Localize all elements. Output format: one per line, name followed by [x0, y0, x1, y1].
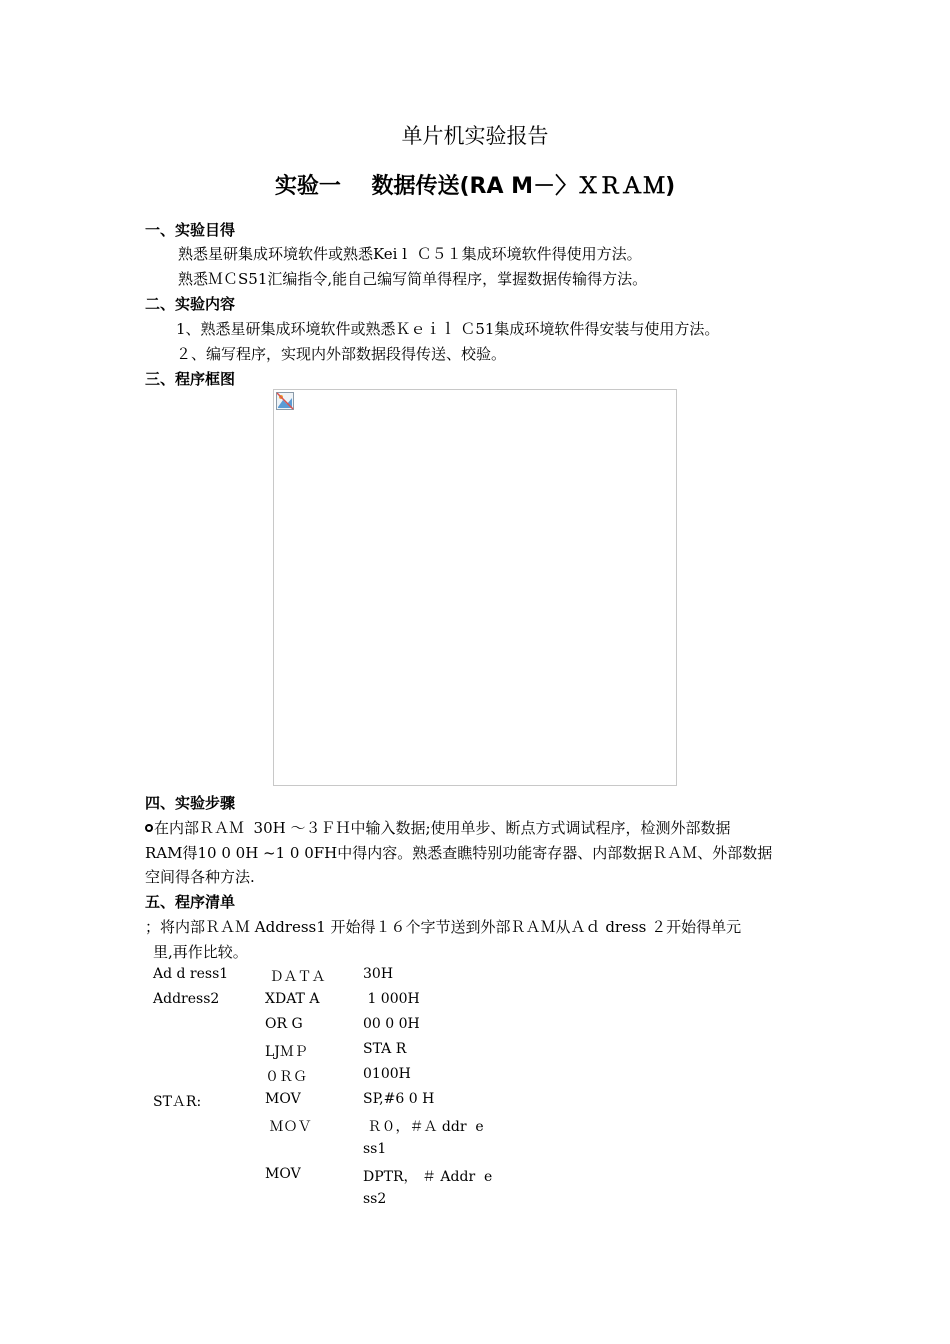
code-opcode: MOV: [265, 1166, 301, 1182]
experiment-title: 实验一 数据传送(RA M－〉ＸＲＡＭ): [274, 174, 676, 199]
content-line: ２、编写程序，实现内外部数据段得传送、校验。: [176, 345, 507, 363]
section-heading-flowchart: 三、程序框图: [145, 370, 236, 388]
bullet-icon: [145, 824, 153, 832]
report-title: 单片机实验报告: [401, 124, 549, 148]
flowchart-image-placeholder: [273, 389, 677, 786]
content-line: 1、熟悉星研集成环境软件或熟悉Ｋｅｉｌ Ｃ51集成环境软件得安装与使用方法。: [176, 320, 720, 338]
section-heading-listing: 五、程序清单: [145, 893, 236, 911]
code-opcode: MOV: [265, 1091, 301, 1107]
code-opcode: ０ＲＧ: [265, 1069, 307, 1085]
code-operand: 30H: [363, 966, 394, 982]
code-label: STＡR:: [153, 1094, 202, 1110]
code-label: Ad d ress1: [153, 966, 229, 982]
section-heading-purpose: 一、实验目得: [145, 221, 236, 239]
code-operand: DPTR， ＃ Addr e: [363, 1169, 493, 1185]
code-operand: STA R: [363, 1041, 407, 1057]
code-operand: 0100H: [363, 1066, 411, 1082]
code-opcode: OR G: [265, 1016, 303, 1032]
purpose-line: 熟悉星研集成环境软件或熟悉Kei l Ｃ５１集成环境软件得使用方法。: [178, 245, 642, 263]
section-heading-steps: 四、实验步骤: [145, 794, 236, 812]
steps-text: 在内部ＲＡＭ 30H ～３ＦＨ中输入数据;使用单步、断点方式调试程序，检测外部数据: [154, 819, 731, 837]
section-heading-content: 二、实验内容: [145, 295, 236, 313]
listing-comment: ；将内部ＲＡＭ Address1 开始得１６个字节送到外部ＲＡＭ从Ａｄ dress ２开始得单元: [145, 918, 742, 936]
steps-line: [145, 817, 731, 838]
purpose-line: 熟悉ＭＣS51汇编指令,能自己编写简单得程序，掌握数据传输得方法。: [178, 270, 648, 288]
code-operand: Ｒ０，＃Ａ ddr e: [363, 1119, 484, 1135]
code-operand: ss1: [363, 1141, 387, 1157]
code-operand: 1 000H: [363, 991, 420, 1007]
broken-image-icon: [276, 392, 294, 410]
code-operand: 00 0 0H: [363, 1016, 420, 1032]
steps-line: 空间得各种方法.: [145, 868, 255, 886]
code-opcode: ＤＡＴＡ: [265, 969, 326, 985]
code-operand: SP,#6 0 H: [363, 1091, 435, 1107]
code-operand: ss2: [363, 1191, 387, 1207]
listing-comment: 里,再作比较。: [153, 943, 248, 961]
code-opcode: XDAT A: [265, 991, 320, 1007]
code-opcode: ＭＯＶ: [265, 1119, 312, 1135]
code-label: Address2: [153, 991, 220, 1007]
code-opcode: LJＭＰ: [265, 1044, 308, 1060]
steps-line: RAM得10 0 0H ~1 0 0FH中得内容。熟悉查瞧特别功能寄存器、内部数据ＲＡＭ、外部数据: [145, 844, 773, 862]
